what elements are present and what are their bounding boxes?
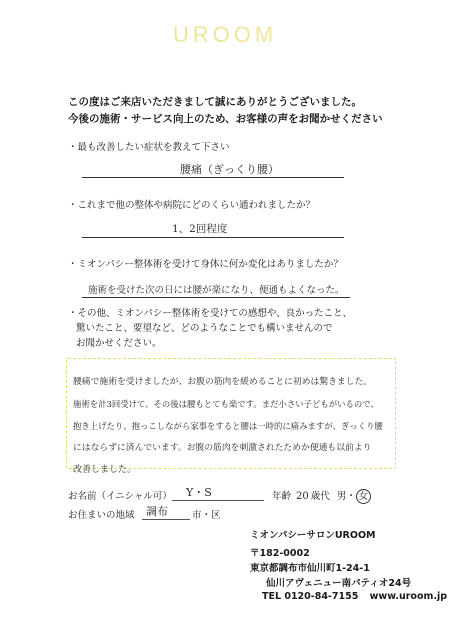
answer-2: 1、2回程度 [172, 223, 228, 235]
name-value: Y・S [186, 486, 212, 499]
answer-1: 腰痛（ぎっくり腰） [180, 163, 279, 176]
name-label: お名前（イニシャル可） [68, 491, 172, 502]
age-group [272, 488, 371, 504]
area-field [142, 503, 190, 520]
shop-address-1: 東京都調布市仙川町1-24-1 [250, 563, 370, 574]
comment-line-5: 改善しました。 [73, 465, 137, 475]
answer-3: 施術を受けた次の日には腰が楽になり、便通もよくなった。 [88, 285, 345, 296]
shop-address-2: 仙川アヴェニュー南パティオ24号 [266, 578, 412, 589]
comment-line-1: 腰痛で施術を受けましたが、お腹の筋肉を緩めることに初めは驚きました。 [73, 377, 373, 387]
answer-line-3 [82, 280, 350, 298]
question-1: ・最も改善したい症状を教えて下さい [68, 142, 230, 153]
question-4-line-1: ・その他、ミオンパシー整体術を受けての感想や、良かったこと、 [68, 308, 353, 319]
question-2: ・これまで他の整体や病院にどのくらい通われましたか？ [68, 200, 316, 211]
area-label: お住まいの地域 [68, 510, 135, 521]
comment-text [73, 371, 391, 481]
area-unit: 市・区 [192, 510, 221, 521]
question-4 [68, 306, 352, 351]
comment-line-4: にはならずに済んでいます。お腹の筋肉を刺激されたためか便通も以前より [73, 443, 372, 453]
gender-sep: ・ [346, 491, 356, 502]
intro-line-2: 今後の施術・サービス向上のため、お客様の声をお聞かせください [68, 113, 383, 125]
shop-tel: TEL 0120-84-7155 [262, 591, 359, 602]
intro-text [68, 94, 383, 128]
area-value: 調布 [146, 505, 168, 518]
shop-postal: 〒182-0002 [250, 548, 310, 559]
comment-line-2: 施術を計3回受けて、その後は腰もとても楽です。まだ小さい子どもがいるので、 [73, 399, 379, 409]
age-label: 年齢 [272, 491, 292, 502]
logo: UROOM [172, 22, 278, 47]
shop-contact [262, 591, 447, 602]
shop-name: ミオンパシーサロンUROOM [250, 530, 376, 541]
question-4-line-2: 驚いたこと、要望など、どのようなことでも構いませんので [76, 323, 333, 334]
question-3: ・ミオンパシー整体術を受けて身体に何か変化はありましたか？ [68, 259, 343, 270]
comment-line-3: 抱き上げたり、抱っこしながら家事をすると腰は一時的に痛みますが、ぎっくり腰 [73, 421, 383, 431]
gender-male: 男 [336, 491, 347, 502]
question-4-line-3: お聞かせください。 [76, 338, 162, 349]
age-value: 20 [296, 491, 309, 502]
age-unit: 歳代 [310, 491, 330, 502]
answer-line-1 [82, 160, 344, 178]
name-field [172, 484, 264, 501]
gender-female-circled: 女 [356, 489, 371, 504]
answer-line-2 [82, 220, 344, 238]
shop-web: www.uroom.jp [369, 591, 448, 602]
intro-line-1: この度はご来店いただきまして誠にありがとうございました。 [68, 96, 362, 108]
